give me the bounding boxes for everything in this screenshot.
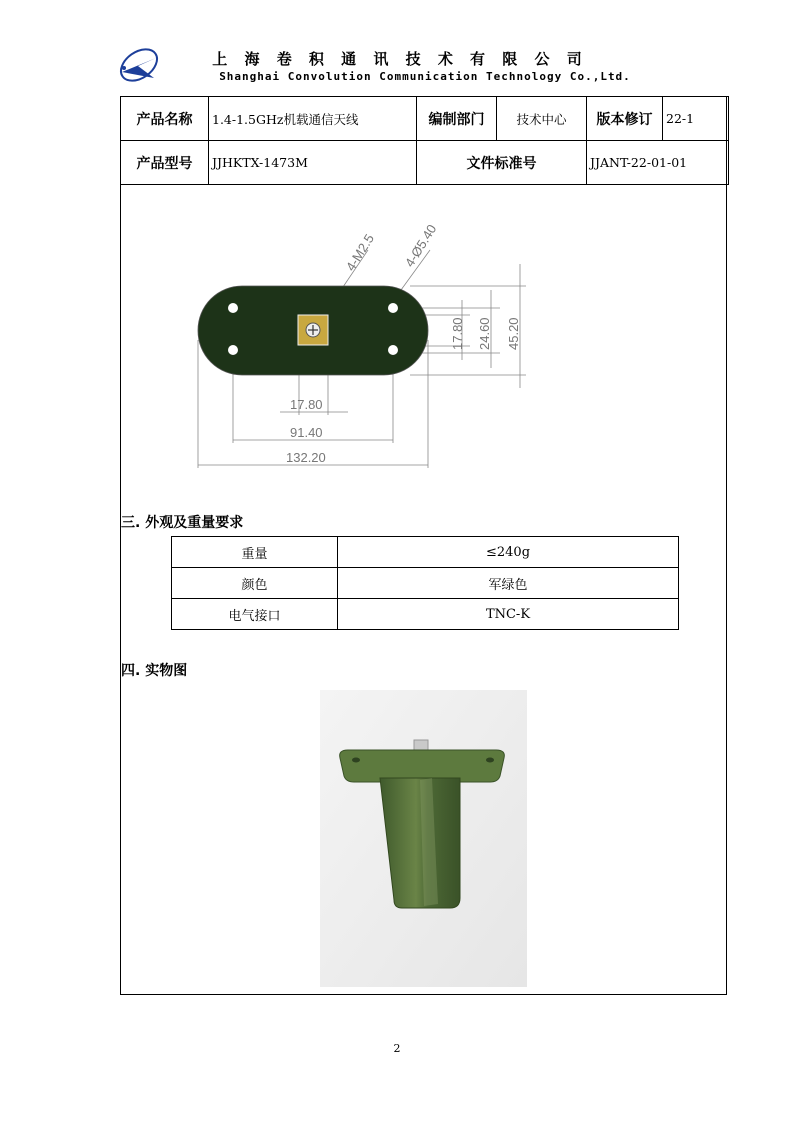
spec-label: 电气接口 (172, 599, 338, 630)
page-number: 2 (393, 1042, 401, 1055)
spec-table (171, 536, 679, 630)
dim-v-inner: 17.80 (450, 317, 465, 350)
model-value: JJHKTX-1473M (209, 141, 417, 185)
callout-holes: 4-M2.5 (342, 231, 377, 274)
dim-h-inner: 17.80 (290, 397, 323, 412)
table-row (121, 97, 729, 141)
doc-std-label: 文件标准号 (417, 141, 587, 185)
dim-h-mid: 91.40 (290, 425, 323, 440)
product-name-label: 产品名称 (121, 97, 209, 141)
spec-value: ≤240g (338, 537, 679, 568)
version-label: 版本修订 (587, 97, 663, 141)
version-value: 22-1 (663, 97, 729, 141)
company-name-cn: 上 海 卷 积 通 讯 技 术 有 限 公 司 (212, 50, 588, 68)
callout-diameter: 4-Ø5.40 (401, 221, 440, 270)
company-logo-icon (116, 42, 162, 88)
section3-title: 三. 外观及重量要求 (121, 515, 244, 531)
product-name-value: 1.4-1.5GHz机载通信天线 (209, 97, 417, 141)
table-row (172, 568, 679, 599)
table-row (172, 599, 679, 630)
dim-h-outer: 132.20 (286, 450, 326, 465)
department-label: 编制部门 (417, 97, 497, 141)
company-name-en: Shanghai Convolution Communication Technology Co.,Ltd. (219, 70, 631, 83)
dim-v-outer: 45.20 (506, 317, 521, 350)
model-label: 产品型号 (121, 141, 209, 185)
spec-label: 重量 (172, 537, 338, 568)
doc-std-value: JJANT-22-01-01 (587, 141, 729, 185)
dimension-drawing (190, 200, 530, 475)
section4-title: 四. 实物图 (121, 663, 188, 679)
table-row (121, 141, 729, 185)
dim-v-mid: 24.60 (477, 317, 492, 350)
table-row (172, 537, 679, 568)
department-value: 技术中心 (497, 97, 587, 141)
spec-value: 军绿色 (338, 568, 679, 599)
spec-label: 颜色 (172, 568, 338, 599)
product-photo (320, 690, 527, 987)
product-info-table (120, 96, 729, 185)
spec-value: TNC-K (338, 599, 679, 630)
